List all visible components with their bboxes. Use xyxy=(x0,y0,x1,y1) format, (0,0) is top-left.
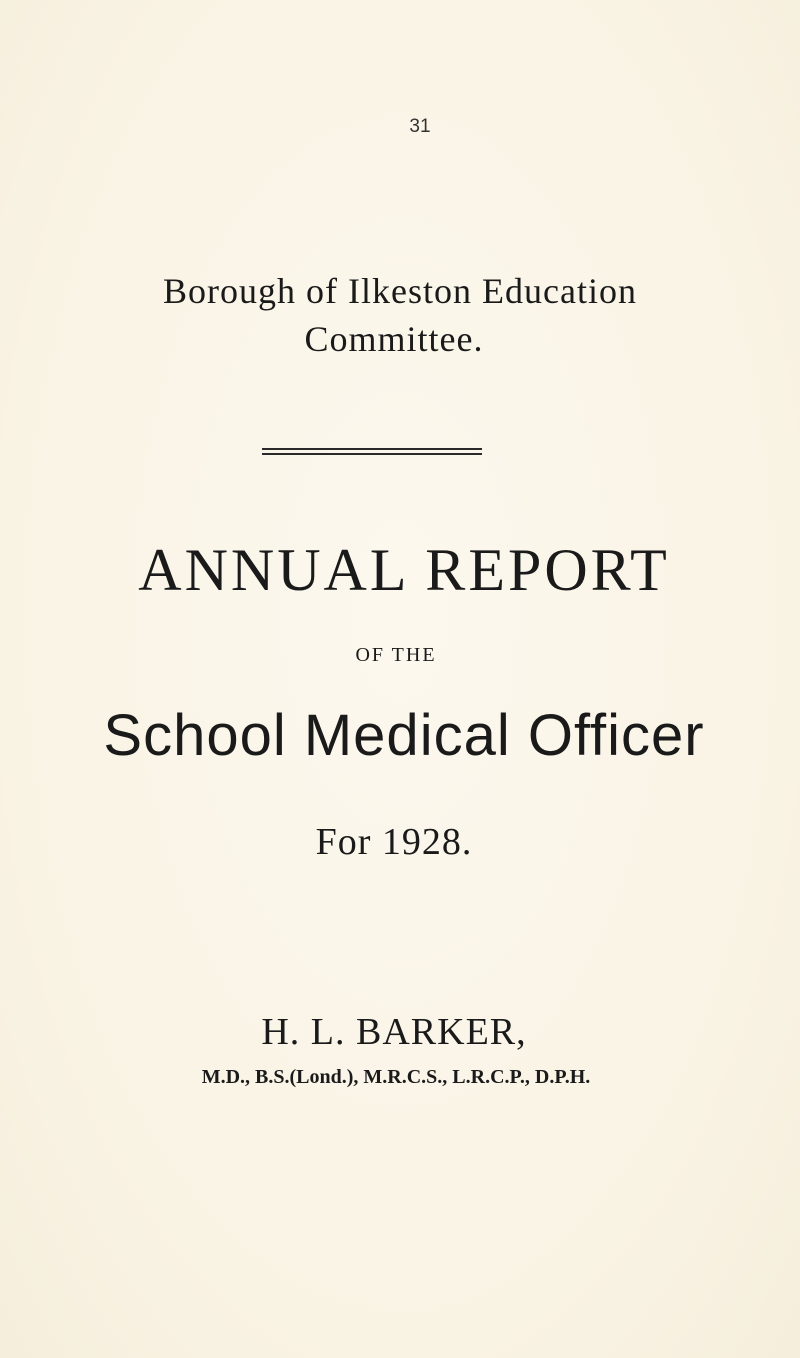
author-degrees: M.D., B.S.(Lond.), M.R.C.S., L.R.C.P., D.P.H. xyxy=(201,1066,591,1088)
officer-title: School Medical Officer xyxy=(103,703,705,768)
committee-title-line-2: Committee. xyxy=(304,319,484,359)
subheading: OF THE xyxy=(355,644,437,666)
report-year: For 1928. xyxy=(315,821,473,863)
page-number: 31 xyxy=(409,116,431,137)
committee-title-line-1: Borough of Ilkeston Education xyxy=(163,271,637,311)
report-heading: ANNUAL REPORT xyxy=(138,537,670,603)
author-name: H. L. BARKER, xyxy=(261,1011,527,1053)
double-rule-top xyxy=(262,448,482,450)
double-rule-bottom xyxy=(262,453,482,455)
